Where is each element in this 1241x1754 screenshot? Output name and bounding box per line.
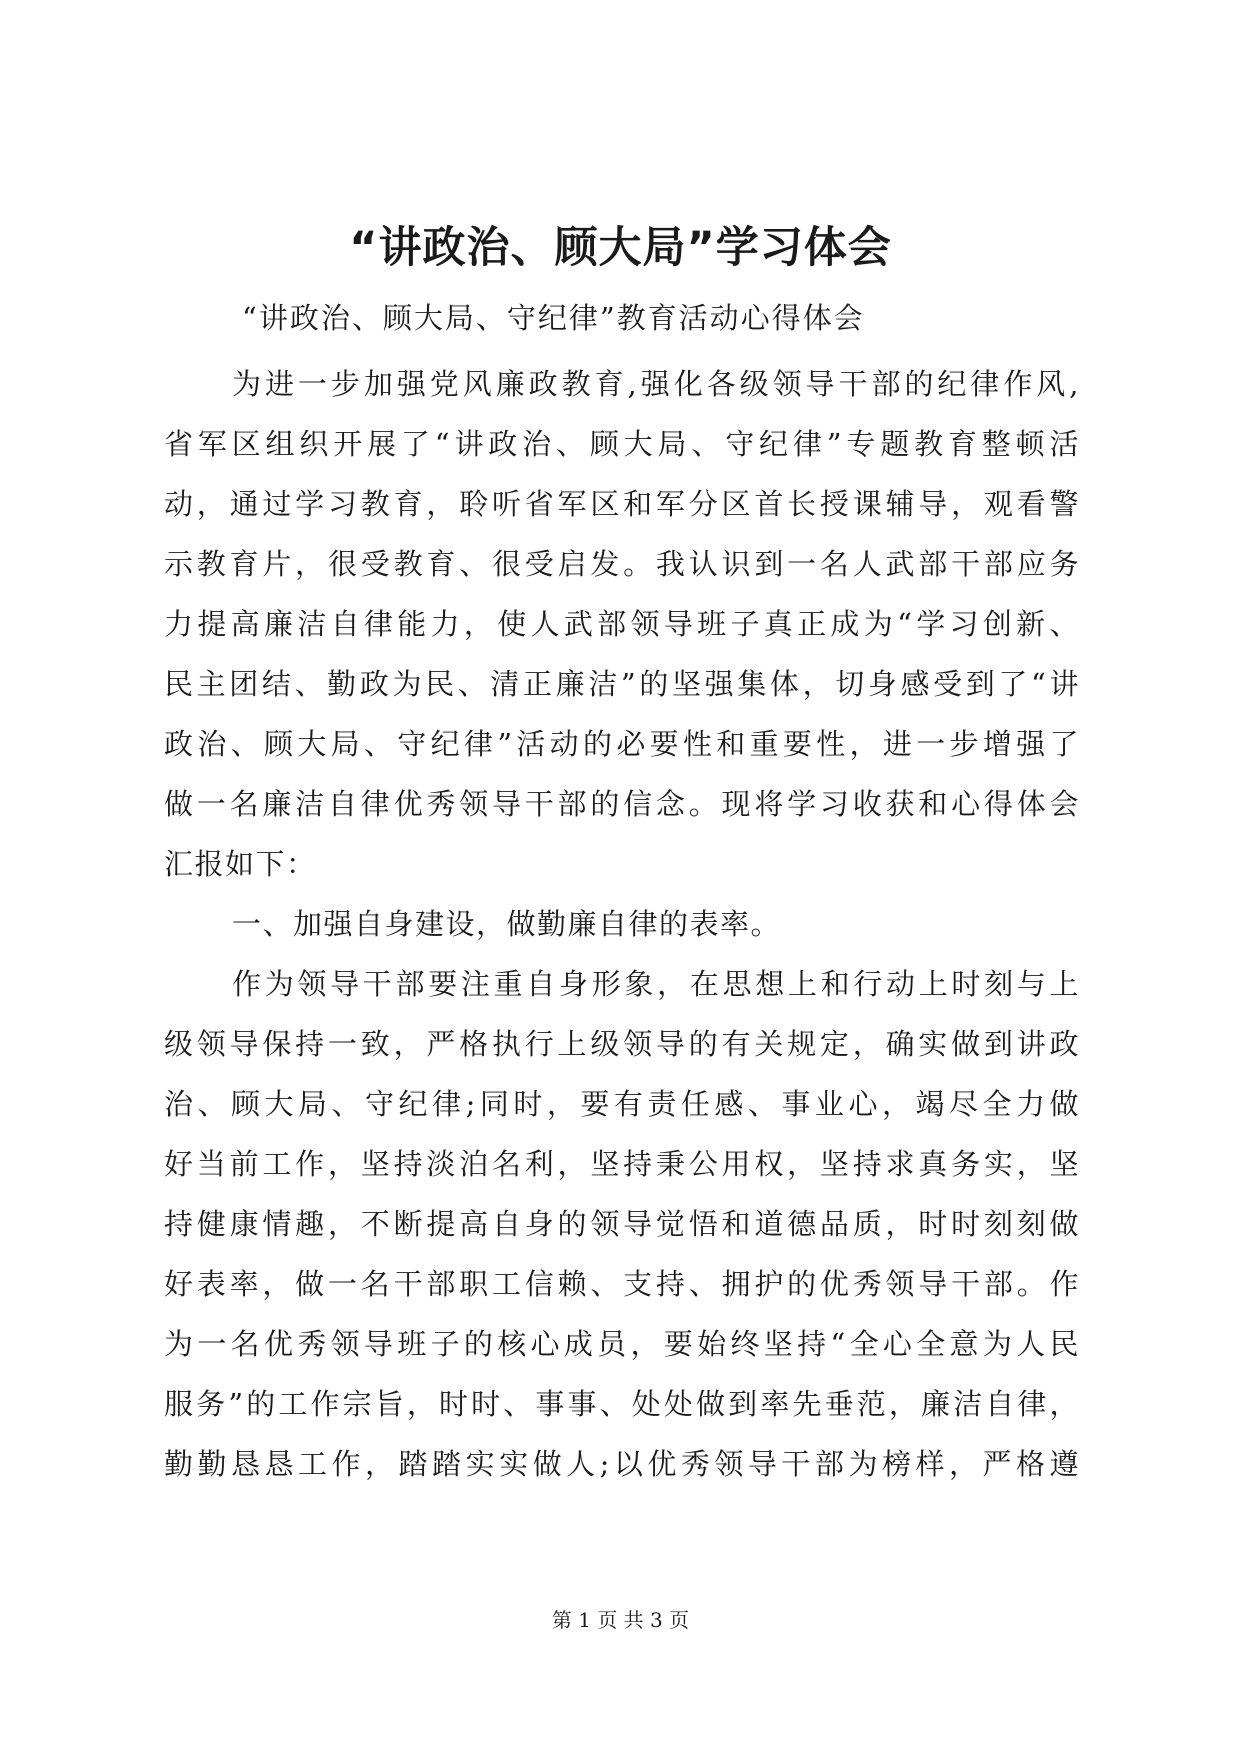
text-line: 示教育片，很受教育、很受启发。我认识到一名人武部干部应务	[164, 547, 1080, 581]
document-body	[164, 354, 1080, 1494]
text-line: 级领导保持一致，严格执行上级领导的有关规定，确实做到讲政	[164, 1027, 1080, 1061]
text-line: 汇报如下：	[164, 847, 317, 881]
text-line: 为进一步加强党风廉政教育,强化各级领导干部的纪律作风,	[232, 367, 1080, 401]
page-number-footer: 第 1 页 共 3 页	[551, 1608, 690, 1632]
text-line: 为一名优秀领导班子的核心成员，要始终坚持“全心全意为人民	[164, 1327, 1080, 1361]
text-line: 力提高廉洁自律能力，使人武部领导班子真正成为“学习创新、	[164, 607, 1080, 641]
text-line: 勤勤恳恳工作，踏踏实实做人;以优秀领导干部为榜样，严格遵	[164, 1447, 1080, 1481]
section-heading: 一、加强自身建设，做勤廉自律的表率。	[232, 907, 782, 941]
text-line: 治、顾大局、守纪律;同时，要有责任感、事业心，竭尽全力做	[164, 1087, 1080, 1121]
document-subtitle: “讲政治、顾大局、守纪律”教育活动心得体会	[242, 301, 865, 335]
text-line: 持健康情趣，不断提高自身的领导觉悟和道德品质，时时刻刻做	[164, 1207, 1080, 1241]
text-line: 作为领导干部要注重自身形象，在思想上和行动上时刻与上	[232, 967, 1080, 1001]
text-line: 民主团结、勤政为民、清正廉洁”的坚强集体，切身感受到了“讲	[164, 667, 1080, 701]
document-title: “讲政治、顾大局”学习体会	[349, 223, 892, 273]
text-line: 做一名廉洁自律优秀领导干部的信念。现将学习收获和心得体会	[164, 787, 1080, 821]
text-line: 好表率，做一名干部职工信赖、支持、拥护的优秀领导干部。作	[164, 1267, 1080, 1301]
text-line: 服务”的工作宗旨，时时、事事、处处做到率先垂范，廉洁自律，	[164, 1387, 1080, 1421]
text-line: 省军区组织开展了“讲政治、顾大局、守纪律”专题教育整顿活	[164, 427, 1080, 461]
text-line: 政治、顾大局、守纪律”活动的必要性和重要性，进一步增强了	[164, 727, 1080, 761]
text-line: 动，通过学习教育，聆听省军区和军分区首长授课辅导，观看警	[164, 487, 1080, 521]
text-line: 好当前工作，坚持淡泊名利，坚持秉公用权，坚持求真务实，坚	[164, 1147, 1080, 1181]
